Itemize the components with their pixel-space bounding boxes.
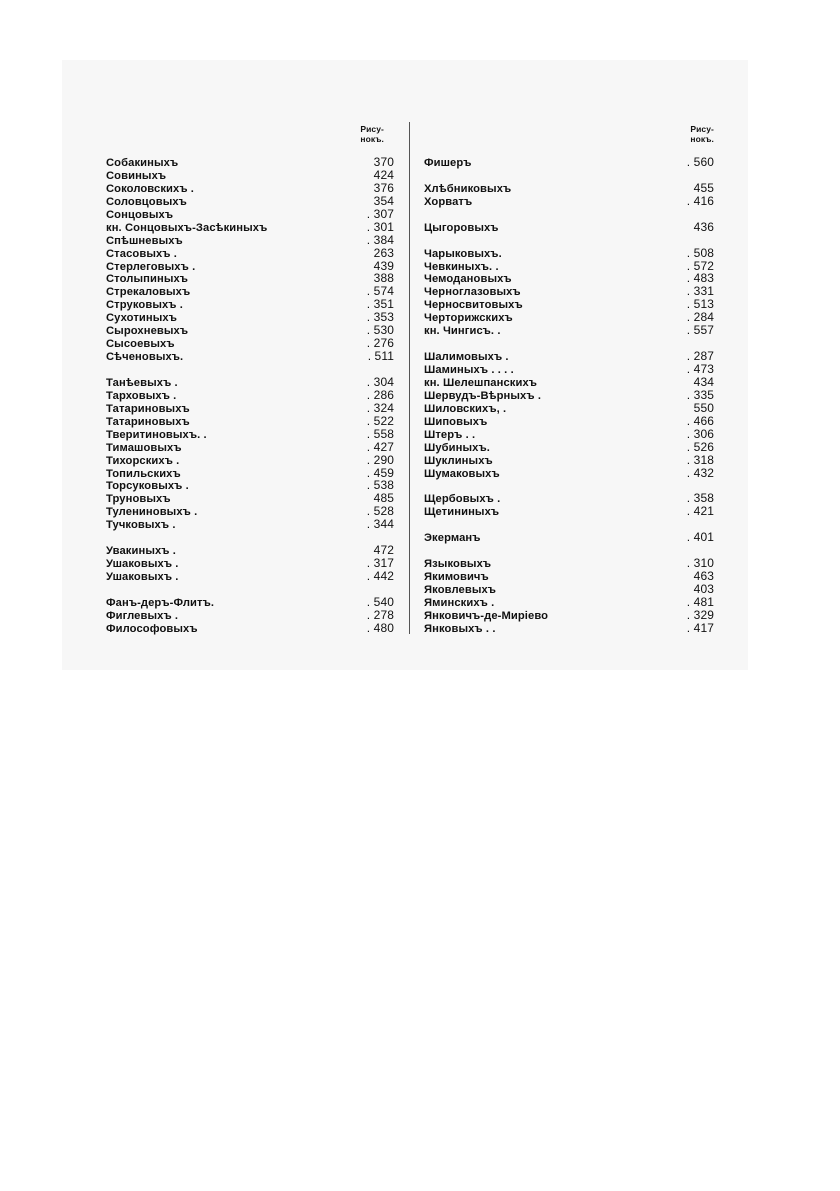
index-entry	[106, 298, 394, 311]
entry-name: Фиглевыхъ .	[106, 609, 179, 622]
entry-figure-number: . 335	[686, 387, 714, 402]
entry-figure-number: 403	[693, 581, 714, 596]
index-entry	[106, 492, 394, 505]
entry-figure-number: 370	[373, 155, 394, 169]
index-entry	[424, 350, 714, 363]
entry-name: Собакиныхъ	[106, 157, 179, 169]
entry-figure-number: . 574	[366, 284, 394, 299]
entry-name: Янковыхъ . .	[424, 622, 496, 635]
left-column-header	[106, 120, 394, 156]
entry-figure-number: 472	[373, 543, 394, 558]
entry-name: Шуклиныхъ	[424, 454, 493, 467]
entry-figure-number: . 432	[686, 465, 714, 480]
entry-figure-number: . 442	[366, 569, 394, 583]
section-gap	[106, 363, 394, 376]
entry-figure-number: . 473	[686, 362, 714, 376]
entry-name: Тимашовыхъ	[106, 441, 182, 454]
entry-name: Ушаковыхъ .	[106, 571, 179, 583]
entry-name: Спѣшневыхъ	[106, 234, 183, 247]
index-entry	[106, 596, 394, 609]
index-entry	[106, 272, 394, 285]
entry-figure-number: . 459	[366, 465, 394, 480]
entry-figure-number: . 331	[686, 284, 714, 299]
entry-figure-number: 388	[373, 271, 394, 286]
section-gap	[424, 518, 714, 531]
entry-name: Тверитиновыхъ. .	[106, 428, 207, 441]
entry-figure-number: . 329	[686, 607, 714, 622]
index-entry	[106, 324, 394, 337]
index-entry	[424, 531, 714, 544]
header-label-line2: нокъ.	[360, 134, 384, 144]
entry-name: Чемодановыхъ	[424, 273, 512, 286]
entry-name: Хорватъ	[424, 195, 473, 208]
entry-figure-number: . 317	[366, 556, 394, 571]
entry-name: кн. Сонцовыхъ-Засѣкиныхъ	[106, 221, 268, 234]
column-divider	[409, 122, 410, 634]
entry-figure-number: . 301	[366, 219, 394, 234]
entry-figure-number: 436	[693, 219, 714, 234]
index-entry	[424, 195, 714, 208]
right-column-header	[424, 120, 714, 156]
entry-figure-number: . 540	[366, 594, 394, 609]
entry-name: Чарыковыхъ.	[424, 247, 502, 260]
entry-name: Янковичъ-де-Миріево	[424, 609, 549, 622]
entry-name: Сонцовыхъ	[106, 208, 174, 221]
index-entry	[424, 221, 714, 234]
entry-figure-number: . 481	[686, 594, 714, 609]
index-entry	[424, 505, 714, 518]
index-entry	[424, 260, 714, 273]
entry-figure-number: 439	[373, 258, 394, 273]
entry-name: кн. Шелешпанскихъ	[424, 376, 538, 389]
index-entry	[106, 518, 394, 531]
entry-figure-number: . 307	[366, 206, 394, 221]
index-entry	[424, 557, 714, 570]
index-entry	[424, 156, 714, 169]
entry-name: Яминскихъ .	[424, 596, 495, 609]
index-entry	[106, 544, 394, 557]
entry-figure-number: . 290	[366, 452, 394, 467]
index-entry	[106, 208, 394, 221]
entry-figure-number: . 351	[366, 297, 394, 312]
entry-name: Черторижскихъ	[424, 312, 513, 325]
header-label-line2: нокъ.	[690, 134, 714, 144]
entry-figure-number: . 466	[686, 413, 714, 428]
entry-name: Шалимовыхъ .	[424, 351, 509, 364]
entry-figure-number: . 513	[686, 297, 714, 312]
index-entry	[106, 247, 394, 260]
entry-figure-number: 263	[373, 245, 394, 260]
entry-figure-number: . 572	[686, 258, 714, 273]
index-entry	[424, 570, 714, 583]
index-entry	[424, 182, 714, 195]
entry-figure-number: 485	[373, 491, 394, 506]
index-entry	[424, 298, 714, 311]
entry-figure-number: . 344	[366, 517, 394, 532]
entry-figure-number: 354	[373, 193, 394, 208]
entry-figure-number: . 401	[686, 530, 714, 545]
index-entry	[424, 441, 714, 454]
entry-figure-number: . 310	[686, 556, 714, 571]
entry-name: Торсуковыхъ .	[106, 480, 189, 493]
entry-name: Шиловскихъ, .	[424, 402, 507, 415]
index-entry	[106, 285, 394, 298]
entry-name: Философовыхъ	[106, 622, 198, 635]
entry-figure-number: . 318	[686, 452, 714, 467]
entry-figure-number: . 278	[366, 607, 394, 622]
entry-figure-number: . 538	[366, 478, 394, 493]
section-gap	[424, 169, 714, 182]
entry-figure-number: . 427	[366, 439, 394, 454]
entry-name: Соколовскихъ .	[106, 182, 195, 195]
index-entry	[106, 428, 394, 441]
left-column	[106, 120, 394, 635]
entry-name: Черносвитовыхъ	[424, 299, 523, 312]
entry-figure-number: . 480	[366, 620, 394, 635]
index-entry	[424, 583, 714, 596]
entry-name: Шервудъ-Вѣрныхъ .	[424, 389, 542, 402]
index-entry	[106, 505, 394, 518]
entry-figure-number: . 304	[366, 374, 394, 389]
section-gap	[424, 337, 714, 350]
entry-figure-number: 455	[693, 180, 714, 195]
entry-name: Татариновыхъ	[106, 402, 190, 415]
entry-figure-number: 463	[693, 569, 714, 583]
index-entry	[424, 402, 714, 415]
header-label-line1: Рису-	[690, 124, 714, 134]
entry-name: Хлѣбниковыхъ	[424, 182, 512, 195]
entry-name: Языковыхъ	[424, 558, 492, 571]
entry-name: Экерманъ	[424, 532, 481, 545]
entry-figure-number: . 483	[686, 271, 714, 286]
section-gap	[424, 479, 714, 492]
entry-name: Сухотиныхъ	[106, 312, 177, 325]
entry-figure-number: . 384	[366, 232, 394, 247]
entry-name: Столыпиныхъ	[106, 273, 189, 286]
entry-name: Якимовичъ	[424, 571, 489, 583]
entry-name: Стрекаловыхъ	[106, 286, 191, 299]
index-entry	[106, 156, 394, 169]
entry-figure-number: . 508	[686, 245, 714, 260]
index-entry	[106, 311, 394, 324]
entry-figure-number: 434	[693, 374, 714, 389]
entry-name: Тучковыхъ .	[106, 519, 176, 532]
index-entry	[106, 467, 394, 480]
entry-name: Тарховыхъ .	[106, 389, 177, 402]
index-entry	[424, 622, 714, 635]
index-entry	[106, 570, 394, 583]
entry-figure-number: . 324	[366, 400, 394, 415]
entry-figure-number: . 526	[686, 439, 714, 454]
entry-figure-number: 376	[373, 180, 394, 195]
index-entry	[106, 182, 394, 195]
index-entry	[106, 622, 394, 635]
entry-name: Увакиныхъ .	[106, 545, 176, 558]
entry-figure-number: . 528	[366, 504, 394, 519]
entry-figure-number: . 306	[686, 426, 714, 441]
entry-figure-number: . 560	[686, 155, 714, 169]
index-entry	[424, 324, 714, 337]
entry-name: Фанъ-деръ-Флитъ.	[106, 596, 215, 609]
index-entry	[424, 272, 714, 285]
entry-name: Соловцовыхъ	[106, 195, 187, 208]
index-entry	[424, 376, 714, 389]
entry-figure-number: . 416	[686, 193, 714, 208]
index-entry	[106, 557, 394, 570]
entry-figure-number: . 417	[686, 620, 714, 635]
index-entry	[424, 596, 714, 609]
section-gap	[106, 583, 394, 596]
index-entry	[106, 195, 394, 208]
index-entry	[106, 221, 394, 234]
entry-figure-number: . 286	[366, 387, 394, 402]
index-entry	[106, 415, 394, 428]
entry-name: Черноглазовыхъ	[424, 286, 521, 299]
entry-name: Сѣченовыхъ.	[106, 351, 184, 364]
header-label-line1: Рису-	[360, 124, 384, 134]
index-entry	[424, 247, 714, 260]
index-entry	[106, 376, 394, 389]
entry-name: Ушаковыхъ .	[106, 558, 179, 571]
index-entry	[424, 467, 714, 480]
right-entry-list	[424, 156, 714, 635]
entry-name: Тулениновыхъ .	[106, 506, 198, 519]
entry-figure-number: . 421	[686, 504, 714, 519]
entry-name: Шаминыхъ . . . .	[424, 364, 514, 376]
index-entry	[106, 350, 394, 363]
section-gap	[424, 544, 714, 557]
index-entry	[106, 169, 394, 182]
entry-name: Стерлеговыхъ .	[106, 260, 196, 273]
index-entry	[106, 609, 394, 622]
left-entry-list	[106, 156, 394, 635]
entry-figure-number: 424	[373, 167, 394, 182]
index-entry	[106, 234, 394, 247]
index-entry	[106, 402, 394, 415]
index-entry	[424, 454, 714, 467]
index-entry	[424, 389, 714, 402]
entry-figure-number: . 557	[686, 323, 714, 338]
entry-name: Штеръ . .	[424, 428, 476, 441]
entry-name: Шумаковыхъ	[424, 467, 500, 480]
index-entry	[106, 454, 394, 467]
entry-name: Щетининыхъ	[424, 506, 500, 519]
entry-name: Фишеръ	[424, 157, 472, 169]
entry-name: Щербовыхъ .	[424, 493, 501, 506]
entry-name: Чевкиныхъ. .	[424, 260, 499, 273]
entry-name: Цыгоровыхъ	[424, 221, 499, 234]
index-entry	[424, 492, 714, 505]
section-gap	[424, 208, 714, 221]
index-entry	[106, 441, 394, 454]
entry-name: Шиповыхъ	[424, 415, 488, 428]
entry-figure-number: . 276	[366, 336, 394, 351]
entry-name: Танѣевыхъ .	[106, 376, 178, 389]
index-entry	[106, 389, 394, 402]
section-gap	[106, 531, 394, 544]
entry-name: Топильскихъ	[106, 467, 181, 480]
index-entry	[424, 415, 714, 428]
entry-figure-number: . 530	[366, 323, 394, 338]
index-entry	[424, 285, 714, 298]
index-entry	[106, 260, 394, 273]
index-entry	[424, 311, 714, 324]
entry-figure-number: . 284	[686, 310, 714, 325]
index-entry	[106, 337, 394, 350]
entry-name: Струковыхъ .	[106, 299, 183, 312]
entry-name: кн. Чингисъ. .	[424, 325, 501, 338]
entry-name: Шубиныхъ.	[424, 441, 490, 454]
right-column	[424, 120, 714, 635]
index-entry	[424, 428, 714, 441]
entry-figure-number: 550	[693, 400, 714, 415]
index-entry	[424, 609, 714, 622]
entry-name: Труновыхъ	[106, 493, 171, 506]
entry-name: Совиныхъ	[106, 169, 167, 182]
entry-figure-number: . 287	[686, 349, 714, 364]
section-gap	[424, 234, 714, 247]
index-entry	[106, 479, 394, 492]
entry-figure-number: . 522	[366, 413, 394, 428]
entry-name: Татариновыхъ	[106, 415, 190, 428]
index-entry	[424, 363, 714, 376]
entry-figure-number: . 558	[366, 426, 394, 441]
entry-name: Стасовыхъ .	[106, 247, 177, 260]
entry-figure-number: . 511	[367, 349, 394, 364]
entry-figure-number: . 353	[366, 310, 394, 325]
entry-figure-number: . 358	[686, 491, 714, 506]
entry-name: Тихорскихъ .	[106, 454, 180, 467]
entry-name: Сырохневыхъ	[106, 325, 189, 338]
entry-name: Сысоевыхъ	[106, 338, 175, 351]
entry-name: Яковлевыхъ	[424, 583, 497, 596]
